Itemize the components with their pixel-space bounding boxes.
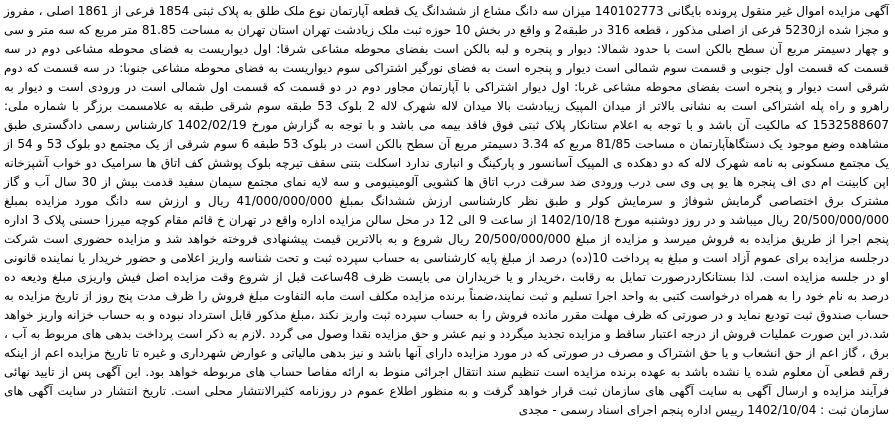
auction-notice-text: آگهی مزایده اموال غیر منقول پرونده بایگانی 140102773 میزان سه دانگ مشاع از ششدانگ یک قطعه آپارتمان نوع ملک طلق به پلاک ثبتی 1854 فرعی از 1861 اصلی ، مفروز و مجزا شده از5230 فرعی از اصلی مذکور ، قطعه 316 در طبقه2 و واقع در بخش 10 حوزه ثبت ملک زیادشت تهران استان تهران به مساحت 81.85 متر مربع که سه متر و سی و چهار دسیمتر مربع آن سطح بالکن است با حدود شمالا: دیوار و پنجره و لبه بالکن است بفضای محوطه مشاعی شرقا: اول دیواریست به فضای محوطه مشاعی دوم در سه قسمت که قسمت اول جنوبی و قسمت سوم شمالی است دیوار و پنجره است به فضای نورگیر اشتراکی سوم دیواریست به فضای محوطه مشاعی جنوبا: در سه قسمت که دوم شرقی است دیوار و پنجره است بفضای محوطه مشاعی غربا: اول دیوار اشتراکی با آپارتمان مجاور دوم در دو قسمت که قسمت اول شمالی است در ورودی است و دیوار به راهرو و راه پله اشتراکی است به نشانی بالاتر از میدان المپیک زیبادشت بالا میدان لاله شهرک لاله 2 بلوک 53 طبقه سوم شرقی طبقه به علامسمت برزگر با شماره ملی: 1532588607 که مالکیت آن باشد و با توجه به اعلام ستانکار پلاک ثبتی فوق فاقد بیمه می باشد و با توجه به گزارش مورخ 1402/02/19 کارشناس رسمی دادگستری طبق مشاهده وضع موجود یک دستگاهآپارتمان ه مساحت 81/85 مربع که 3.34 دسیمتر مربع آن سطح بالکن است در بلوک 53 طبقه 6 سوم شرقی از یک مجتمع دو بلوک 53 و 54 از یک مجتمع مسکونی به نامه شهرک لاله که دو دهکده ی المپیک آسانسور و پارکینگ و انباری ندارد اسکلت بتنی سقف تیرچه بلوک پوشش کف اتاق ها سرامیک دو خواب آشپزخانه اپن کابینت ام دی اف پنجره ها یو پی وی سی درب ورودی ضد سرقت درب اتاق ها کشویی آلومینیومی و سه لایه نمای مجتمع سیمان سفید قدمت بیش از 30 سال آب و گاز مشترک برق اختصاصی گرمایش شوفاژ و سرمایش کولر و طبق نظر کارشناسی ارزش ششدانگ بمبلغ 41/000/000/000 ریال و ارزش سه دانگ مورد مزایده بمبلغ 20/500/000/000 ریال میباشد و در روز دوشنبه مورخ 1402/10/18 از ساعت 9 الی 12 در محل سالن مزایده اداره واقع در تهران خ قائم مقام کوچه میرزا حسنی پلاک 3 اداره پنجم اجرا از طریق مزایده به فروش میرسد و مزایده از مبلغ 20/500/000/000 ریال شروع و به بالاترین قیمت پیشنهادی فروخته خواهد شد و مزایده حضوری است شرکت درجلسه مزایده برای عموم آزاد است و مبلغ به پرداخت 10(ده) درصد از مبلغ پایه کارشناسی به حساب سپرده ثبت و تحت شناسه واریز اعلامی و حضور خریدار یا نماینده قانونی او در جلسه مزایده است. لذا بستانکاردرصورت تمایل به رقابت ،خریدار و یا خریداران می بایست ظرف 48ساعت قبل از شروع وقت مزایده اصل فیش واریزی مبلغ ودیعه ده درصد به نام خود را به همراه درخواست کتبی به واحد اجرا تسلیم و ثبت نمایند،ضمناً برنده مزایده مکلف است مابه التفاوت مبلغ فروش را ظرف مدت پنج روز از تاریخ مزایده به حساب صندوق ثبت تودیع نماید و در صورتی که ظرف مهلت مقرر مانده فروش را به حساب سپرده ثبت واریز نکند ،مبلغ مذکور قابل استرداد نبوده و به حساب خزانه واریز خواهد شد.در این صورت عملیات فروش از درجه اعتبار ساقط و مزایده تجدید میگردد و نیم عشر و حق مزایده نقدا وصول می گردد .لازم به ذکر است پرداخت بدهی های مربوط به آب ، برق ، گاز اعم از حق انشعاب و یا حق اشتراک و مصرف در صورتی که در مورد مزایده دارای آنها باشد و نیز بدهی مالیاتی و عوارض شهرداری و غیره تا تاریخ مزایده اعم از اینکه رقم قطعی آن معلوم شده یا نشده باشد به عهده برنده مزایده است تنظیم سند انتقال اجرائی منوط به ارائه مفاصا حساب های مربوطه خواهد بود. این آگهی پس از تایید نهائی فرآیند مزایده و ارسال آگهی به سایت آگهی های سازمان ثبت قرار خواهد گرفت و به منظور اطلاع عموم در روزنامه کثیرالانتشار محلی است. تاریخ انتشار در سایت آگهی های سازمان ثبت : 1402/10/04 رییس اداره پنجم اجرای اسناد رسمی - مجدی — [4, 4, 890, 417]
